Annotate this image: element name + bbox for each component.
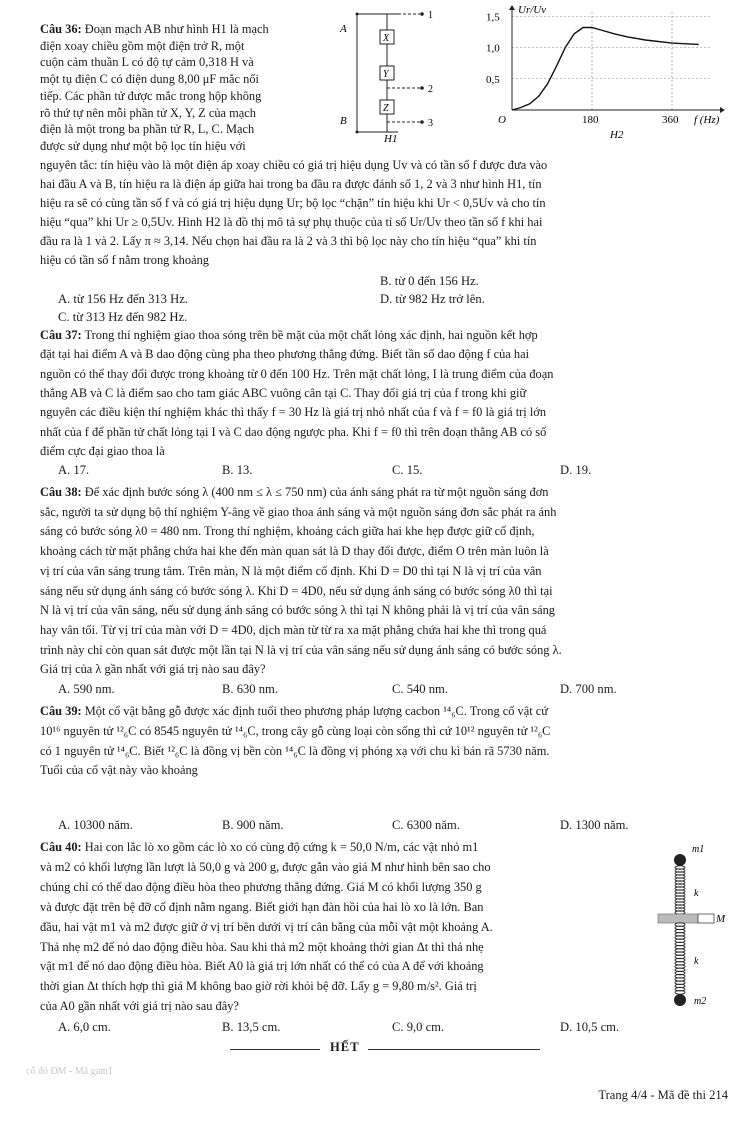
answer-option: D. 1300 năm. bbox=[560, 818, 629, 832]
question-line: N là vị trí của vân sáng, nếu sử dụng ánh sáng có bước sóng λ thì tại N không phải là vị trí của vân sáng bbox=[40, 603, 555, 618]
question-line: điện xoay chiều gồm một điện trở R, một bbox=[40, 38, 245, 53]
question-line: nguyên các điều kiện thí nghiệm khác thì thấy f = 30 Hz là giá trị nhỏ nhất của f và f = f0 là giá trị lớn bbox=[40, 405, 547, 420]
end-marker: HẾT bbox=[330, 1040, 360, 1054]
question-line: Thả nhẹ m2 để nó dao động điều hòa. Sau khi thả m2 một khoảng thời gian Δt thì thả nhẹ bbox=[40, 939, 484, 954]
y-axis-arrow bbox=[509, 5, 515, 10]
answer-option: C. 15. bbox=[392, 463, 423, 477]
answer-option: B. 13,5 cm. bbox=[222, 1020, 281, 1034]
y-tick-label: 1,5 bbox=[486, 11, 500, 24]
question-line: và m2 có khối lượng lần lượt là 50,0 g và 200 g, được gắn vào giá M như hình bên sao cho bbox=[40, 859, 491, 874]
answer-option: D. 10,5 cm. bbox=[560, 1020, 620, 1034]
question-line: Câu 37: Trong thí nghiệm giao thoa sóng trên bề mặt của một chất lỏng xác định, hai nguồn kết hợp bbox=[40, 328, 538, 342]
question-line: tiếp. Các phần tử được mắc trong hộp không bbox=[40, 88, 262, 103]
spring-k-bottom-label: k bbox=[694, 956, 699, 967]
question-line: của A0 gần nhất với giá trị nào sau đây? bbox=[40, 999, 239, 1014]
terminal-a-label: A bbox=[340, 23, 347, 35]
answer-option: A. 590 nm. bbox=[58, 682, 115, 696]
faded-watermark-text: cổ đó ĐM - Mã gam1 bbox=[26, 1066, 113, 1077]
question-line: sáng nếu sử dụng ánh sáng có bước sóng λ. Khi D = 4D0, nếu sử dụng ánh sáng có bước sóng λ0 thì tại bbox=[40, 583, 553, 598]
question-line: thẳng AB và C là điểm sao cho tam giác ABC vuông cân tại C. Thay đổi giá trị của f trong khi giữ bbox=[40, 385, 527, 400]
question-line: sáng có bước sóng λ0 = 480 nm. Trong thí nghiệm, khoảng cách giữa hai khe hẹp được giữ cố định, bbox=[40, 524, 535, 539]
question-line: hiệu có tần số f nằm trong khoảng bbox=[40, 253, 209, 267]
question-line: rõ thứ tự nên mỗi phần tử X, Y, Z của mạch bbox=[40, 105, 256, 120]
answer-option: A. từ 156 Hz đến 313 Hz. bbox=[58, 292, 188, 306]
box-z-label: Z bbox=[383, 103, 389, 114]
question-line: Câu 38: Để xác định bước sóng λ (400 nm ≤ λ ≤ 750 nm) của ánh sáng phát ra từ một nguồn sáng đơn bbox=[40, 485, 549, 499]
box-y-label: Y bbox=[383, 69, 389, 80]
answer-option: B. 13. bbox=[222, 463, 253, 477]
question-line: Câu 39: Một cổ vật bằng gỗ được xác định tuổi theo phương pháp lượng cacbon ¹⁴₆C. Trong cổ vật cứ bbox=[40, 704, 548, 718]
question-line: Câu 40: Hai con lắc lò xo gồm các lò xo có cùng độ cứng k = 50,0 N/m, các vật nhỏ m1 bbox=[40, 840, 479, 854]
spring-pendulum-figure bbox=[654, 838, 734, 1028]
question-line: Tuổi của cổ vật này vào khoảng bbox=[40, 763, 198, 778]
x-tick-label: 180 bbox=[582, 114, 599, 126]
question-line: hai đầu A và B, tín hiệu ra là điện áp giữa hai trong ba đầu ra được đánh số 1, 2 và 3 như hình H1, tín bbox=[40, 177, 542, 191]
question-line: điểm cực đại giao thoa là bbox=[40, 443, 165, 458]
question-line: thời gian Δt thích hợp thì giá M không bao giờ rời khỏi bệ đỡ. Lấy g = 9,80 m/s². Giá trị bbox=[40, 979, 477, 994]
x-axis-label: f (Hz) bbox=[694, 114, 720, 126]
question-line: cuộn cảm thuần L có độ tự cảm 0,318 H và bbox=[40, 55, 254, 70]
question-line: hay vân tối. Từ vị trí của màn với D = 4D0, dịch màn từ từ ra xa mặt phẳng chứa hai khe thì trong quá bbox=[40, 622, 547, 637]
box-x-label: X bbox=[383, 33, 390, 44]
answer-option: B. từ 0 đến 156 Hz. bbox=[380, 274, 479, 288]
answer-option: D. từ 982 Hz trở lên. bbox=[380, 292, 485, 306]
answer-option: B. 900 năm. bbox=[222, 818, 284, 832]
question-line: được sử dụng như một bộ lọc tín hiệu với bbox=[40, 138, 246, 153]
question-line: vật m1 để nó dao động điều hòa. Biết A0 là giá trị lớn nhất có thể có của A để với khoảng bbox=[40, 959, 484, 974]
output-2-label: 2 bbox=[428, 84, 433, 95]
answer-option: C. từ 313 Hz đến 982 Hz. bbox=[58, 310, 188, 324]
y-tick-label: 1,0 bbox=[486, 42, 500, 55]
question-line: nhất của f để phần tử chất lỏng tại I và C dao động ngược pha. Khi f = f0 thì trên đoạn thẳng AB có số bbox=[40, 424, 547, 439]
output-3-label: 3 bbox=[428, 118, 433, 129]
question-line: điện là một trong ba phần tử R, L, C. Mạch bbox=[40, 122, 255, 137]
question-line: Câu 36: Đoạn mạch AB như hình H1 là mạch bbox=[40, 22, 269, 36]
origin-label: O bbox=[498, 114, 506, 126]
answer-option: C. 540 nm. bbox=[392, 682, 448, 696]
answer-option: A. 10300 năm. bbox=[58, 818, 133, 832]
frame-m-label: M bbox=[716, 913, 726, 925]
question-line: Giá trị của λ gần nhất với giá trị nào sau đây? bbox=[40, 662, 266, 677]
answer-option: A. 17. bbox=[58, 463, 90, 477]
question-line: nguồn có thể thay đổi được trong khoảng từ 0 đến 100 Hz. Trên mặt chất lỏng, I là trung điểm của đoạn bbox=[40, 366, 554, 381]
question-line: vị trí của vân sáng trung tâm. Trên màn, N là một điểm cố định. Khi D = D0 thì tại N là vị trí của vân bbox=[40, 563, 542, 578]
answer-option: C. 6300 năm. bbox=[392, 818, 460, 832]
question-line: một tụ điện C có điện dung 8,00 μF mắc nối bbox=[40, 72, 259, 87]
question-line: có 1 nguyên tử ¹⁴₆C. Biết ¹²₆C là đồng vị bền còn ¹⁴₆C là đồng vị phóng xạ với chu kì bán rã 5730 năm. bbox=[40, 743, 550, 758]
question-line: khoảng cách từ mặt phẳng chứa hai khe đến màn quan sát là D thay đổi được, điểm O trên màn luôn là bbox=[40, 544, 549, 559]
terminal-b-label: B bbox=[340, 115, 347, 127]
question-line: đầu ra là 1 và 2. Lấy π ≈ 3,14. Nếu chọn hai đầu ra là 2 và 3 thì bộ lọc này cho tín hiệu “qua” khi tín bbox=[40, 234, 537, 248]
page-footer: Trang 4/4 - Mã đề thi 214 bbox=[598, 1088, 728, 1102]
x-tick-label: 360 bbox=[662, 114, 679, 126]
question-line: đặt tại hai điểm A và B dao động cùng pha theo phương thẳng đứng. Biết tần số dao động f của hai bbox=[40, 347, 530, 362]
answer-option: D. 19. bbox=[560, 463, 592, 477]
spring-k-top-label: k bbox=[694, 888, 699, 899]
mass-m2-label: m2 bbox=[694, 996, 707, 1007]
answer-option: D. 700 nm. bbox=[560, 682, 617, 696]
question-line: sắc, người ta sử dụng bộ thí nghiệm Y-âng về giao thoa ánh sáng và một nguồn sáng đơn sắc phát ra ánh bbox=[40, 504, 557, 519]
answer-option: A. 6,0 cm. bbox=[58, 1020, 111, 1034]
question-line: đầu, hai vật m1 và m2 được giữ ở vị trí bên dưới vị trí cân bằng của mỗi vật một khoảng A. bbox=[40, 919, 493, 934]
question-line: và được đặt trên bệ đỡ cố định nằm ngang. Biết giới hạn đàn hồi của hai lò xo là lớn. Ban bbox=[40, 899, 484, 914]
answer-option: C. 9,0 cm. bbox=[392, 1020, 445, 1034]
chart-h2 bbox=[460, 2, 736, 146]
y-axis-label: Ur/Uv bbox=[518, 4, 547, 16]
question-line: hiệu “qua” khi Ur ≥ 0,5Uv. Hình H2 là đồ thị mô tả sự phụ thuộc của tỉ số Ur/Uv theo tần số f khi hai bbox=[40, 215, 543, 229]
question-line: hiệu ra sẽ có cùng tần số f và có giá trị hiệu dụng Ur; bộ lọc “chặn” tín hiệu khi Ur < 0,5Uv và cho tín bbox=[40, 196, 546, 210]
question-line: nguyên tắc: tín hiệu vào là một điện áp xoay chiều có giá trị hiệu dụng Uv và có tần số f được đưa vào bbox=[40, 158, 548, 172]
question-line: trình này chỉ còn quan sát được một lần tại N là vị trí của vân sáng nếu sử dụng ánh sáng có bước sóng λ. bbox=[40, 642, 562, 657]
circuit-diagram-h1 bbox=[330, 4, 456, 146]
series-line bbox=[512, 28, 699, 111]
answer-option: B. 630 nm. bbox=[222, 682, 278, 696]
figure-h2-caption: H2 bbox=[610, 129, 624, 141]
end-marker-row bbox=[0, 1040, 740, 1058]
x-axis-arrow bbox=[720, 107, 725, 113]
question-line: chúng chỉ có thể dao động điều hòa theo phương thẳng đứng. Giá M có khối lượng 350 g bbox=[40, 879, 482, 894]
y-tick-label: 0,5 bbox=[486, 73, 500, 86]
question-line: 10¹⁶ nguyên tử ¹²₆C có 8545 nguyên tử ¹⁴₆C, trong cây gỗ cùng loại còn sống thì cứ 10¹² nguyên tử ¹²₆C bbox=[40, 723, 551, 738]
output-1-label: 1 bbox=[428, 10, 433, 21]
mass-m1-label: m1 bbox=[692, 844, 705, 855]
figure-h1-caption: H1 bbox=[384, 133, 398, 145]
